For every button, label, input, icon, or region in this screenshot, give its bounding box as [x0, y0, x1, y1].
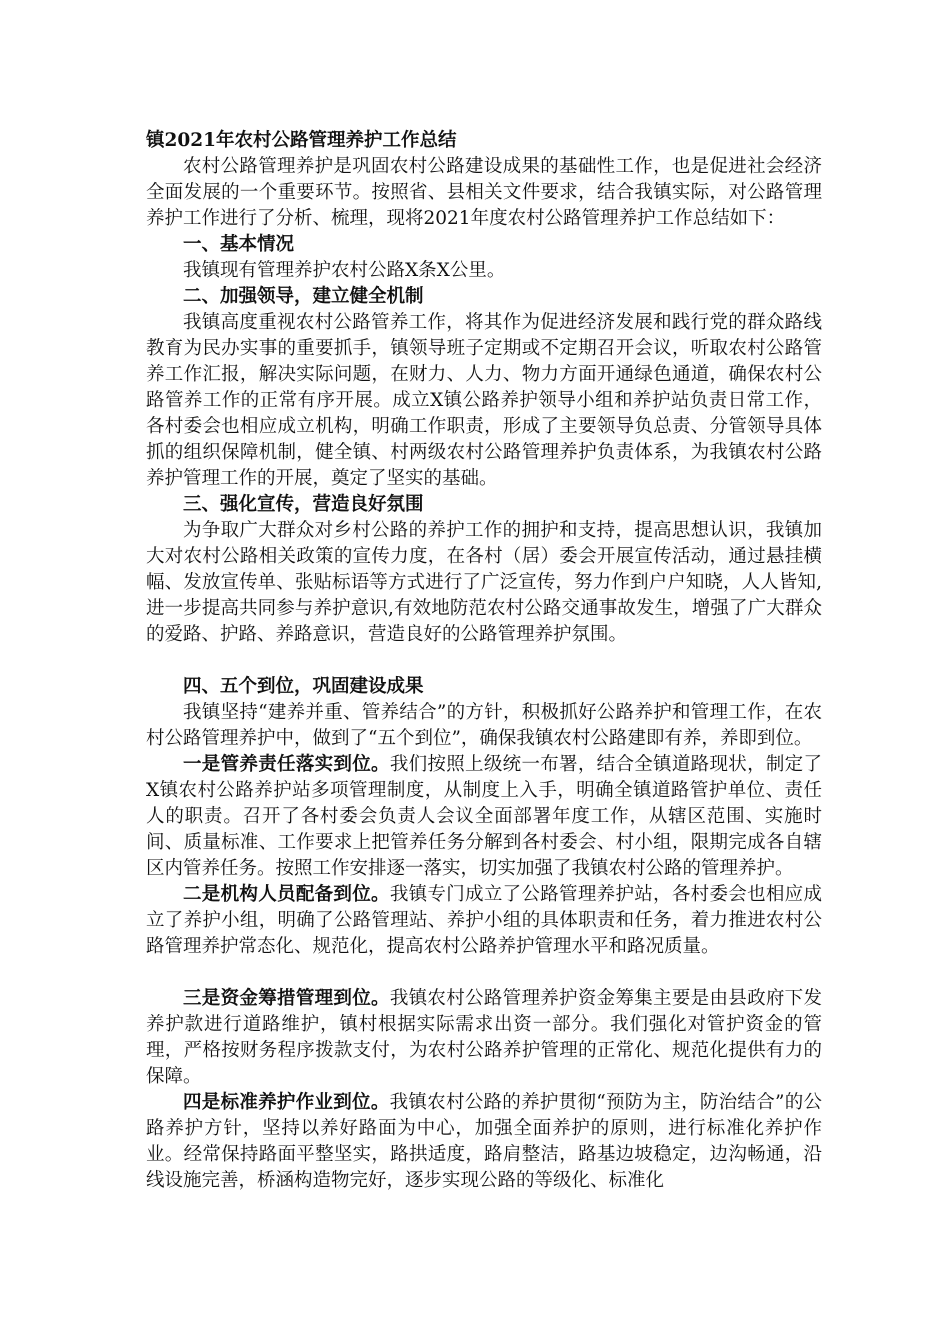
item-paragraph-standard-maintenance [146, 1090, 822, 1194]
item-text-staffing: 我镇专门成立了公路管理养护站，各村委会也相应成立了养护小组，明确了公路管理站、养护小组的具体职责和任务，着力推进农村公路管理养护常态化、规范化，提高农村公路养护管理水平和路况质量。 [146, 884, 822, 957]
section-body-leadership: 我镇高度重视农村公路管养工作，将其作为促进经济发展和践行党的群众路线教育为民办实事的重要抓手，镇领导班子定期或不定期召开会议，听取农村公路管养工作汇报，解决实际问题，在财力、人力、物力方面开通绿色通道，确保农村公路管养工作的正常有序开展。成立X镇公路养护领导小组和养护站负责日常工作，各村委会也相应成立机构，明确工作职责，形成了主要领导负总责、分管领导具体抓的组织保障机制，健全镇、村两级农村公路管理养护负责体系，为我镇农村公路养护管理工作的开展，奠定了坚实的基础。 [146, 312, 822, 489]
item-lead-standard-maintenance: 四是标准养护作业到位。 [183, 1092, 390, 1113]
item-text-standard-maintenance: 我镇农村公路的养护贯彻“预防为主，防治结合”的公路养护方针，坚持以养好路面为中心，加强全面养护的原则，进行标准化养护作业。经常保持路面平整坚实，路拱适度，路肩整洁，路基边坡稳定，边沟畅通，沿线设施完善，桥涵构造物完好，逐步实现公路的等级化、标准化 [146, 1092, 822, 1191]
item-text-funding: 我镇农村公路管理养护资金筹集主要是由县政府下发养护款进行道路维护，镇村根据实际需求出资一部分。我们强化对管护资金的管理，严格按财务程序拨款支付，为农村公路养护管理的正常化、规范化提供有力的保障。 [146, 988, 822, 1087]
intro-paragraph: 农村公路管理养护是巩固农村公路建设成果的基础性工作，也是促进社会经济全面发展的一个重要环节。按照省、县相关文件要求，结合我镇实际，对公路管理养护工作进行了分析、梳理，现将2021年度农村公路管理养护工作总结如下： [146, 156, 822, 229]
item-lead-staffing: 二是机构人员配备到位。 [183, 884, 390, 905]
item-paragraph-funding [146, 986, 822, 1090]
section-heading-publicity: 三、强化宣传，营造良好氛围 [183, 494, 424, 515]
section-heading-basic-situation: 一、基本情况 [183, 234, 295, 255]
item-lead-funding: 三是资金筹措管理到位。 [183, 988, 390, 1009]
item-paragraph-staffing [146, 882, 822, 960]
document-title: 镇2021年农村公路管理养护工作总结 [146, 130, 457, 151]
document-page [146, 128, 822, 1194]
section-body-basic-situation: 我镇现有管理养护农村公路X条X公里。 [183, 260, 506, 281]
item-lead-responsibility: 一是管养责任落实到位。 [183, 754, 390, 775]
section-heading-leadership: 二、加强领导，建立健全机制 [183, 286, 424, 307]
item-text-responsibility: 我们按照上级统一布署，结合全镇道路现状，制定了X镇农村公路养护站多项管理制度，从制度上入手，明确全镇道路管护单位、责任人的职责。召开了各村委会负责人会议全面部署年度工作，从辖区范围、实施时间、质量标准、工作要求上把管养任务分解到各村委会、村小组，限期完成各自辖区内管养任务。按照工作安排逐一落实，切实加强了我镇农村公路的管理养护。 [146, 754, 822, 879]
section-body-publicity: 为争取广大群众对乡村公路的养护工作的拥护和支持，提高思想认识，我镇加大对农村公路相关政策的宣传力度，在各村（居）委会开展宣传活动，通过悬挂横幅、发放宣传单、张贴标语等方式进行了广泛宣传，努力作到户户知晓，人人皆知,进一步提高共同参与养护意识,有效地防范农村公路交通事故发生，增强了广大群众的爱路、护路、养路意识，营造良好的公路管理养护氛围。 [146, 520, 822, 645]
item-paragraph-responsibility [146, 752, 822, 882]
section-body-five-in-place: 我镇坚持“建养并重、管养结合”的方针，积极抓好公路养护和管理工作，在农村公路管理养护中，做到了“五个到位”，确保我镇农村公路建即有养，养即到位。 [146, 702, 822, 749]
section-heading-five-in-place: 四、五个到位，巩固建设成果 [183, 676, 424, 697]
